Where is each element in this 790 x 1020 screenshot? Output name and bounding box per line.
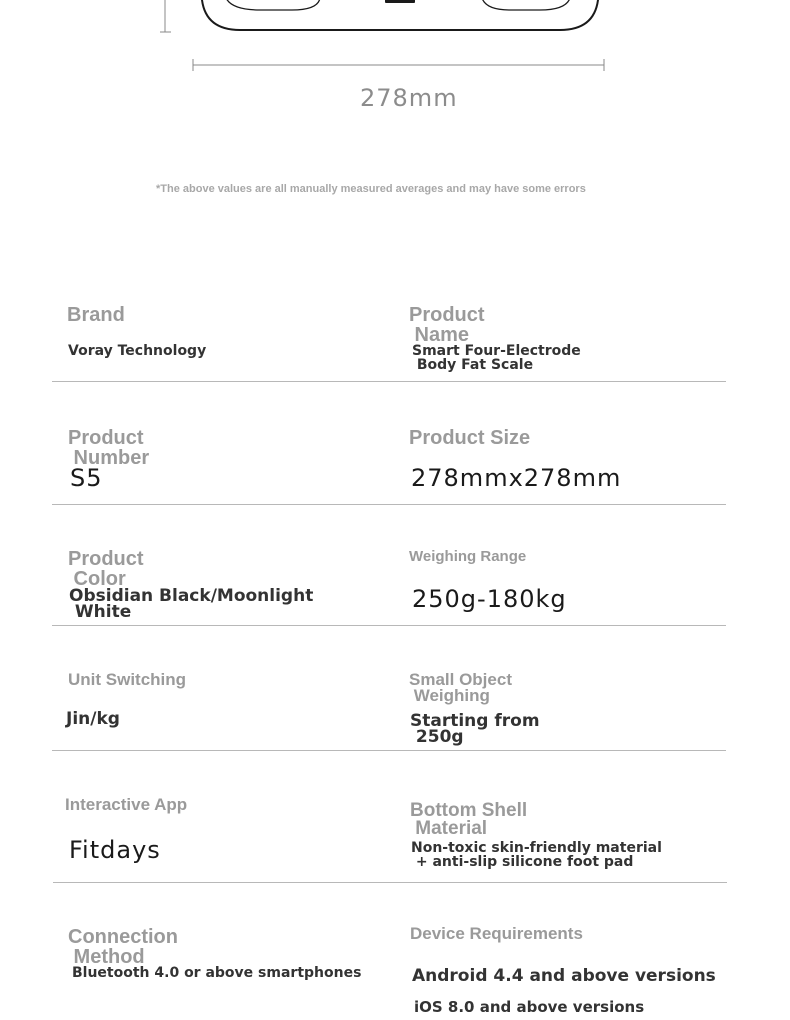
brand-value: Voray Technology <box>68 343 207 359</box>
interactive-app-label: Interactive App <box>65 795 188 814</box>
product-number-value: S5 <box>70 464 103 492</box>
scale-body-outline <box>202 0 598 30</box>
interactive-app-value: Fitdays <box>69 836 161 864</box>
row-divider <box>52 750 726 751</box>
device-requirements-ios: iOS 8.0 and above versions <box>414 998 645 1016</box>
row-divider <box>52 625 726 626</box>
product-number-label: Product Number <box>68 427 150 469</box>
connection-method-value: Bluetooth 4.0 or above smartphones <box>72 965 362 981</box>
unit-switching-label: Unit Switching <box>68 670 187 689</box>
unit-switching-value: Jin/kg <box>66 709 120 729</box>
product-name-label: Product Name <box>409 304 485 346</box>
small-object-weighing-value: Starting from 250g <box>410 711 540 747</box>
height-dimension-line <box>160 0 171 32</box>
width-dimension-line <box>193 59 604 71</box>
row-divider <box>53 882 727 883</box>
product-color-value: Obsidian Black/Moonlight White <box>69 586 314 622</box>
product-size-value: 278mmx278mm <box>411 464 622 492</box>
product-size-label: Product Size <box>409 427 531 449</box>
measurement-disclaimer: *The above values are all manually measured averages and may have some errors <box>156 183 586 195</box>
row-divider <box>52 381 726 382</box>
width-dimension-label: 278mm <box>360 84 458 112</box>
product-color-label: Product Color <box>68 548 144 590</box>
product-name-value: Smart Four-Electrode Body Fat Scale <box>412 343 581 373</box>
bottom-shell-material-label: Bottom Shell Material <box>410 800 528 839</box>
row-divider <box>52 504 726 505</box>
weighing-range-label: Weighing Range <box>409 548 527 565</box>
device-requirements-android: Android 4.4 and above versions <box>412 966 716 986</box>
weighing-range-value: 250g-180kg <box>412 585 567 613</box>
small-object-weighing-label: Small Object Weighing <box>409 670 512 705</box>
bottom-shell-material-value: Non-toxic skin-friendly material + anti-slip silicone foot pad <box>411 840 662 870</box>
brand-label: Brand <box>67 304 125 326</box>
scale-logo <box>385 0 415 3</box>
connection-method-label: Connection Method <box>68 926 178 968</box>
device-requirements-label: Device Requirements <box>410 924 583 943</box>
